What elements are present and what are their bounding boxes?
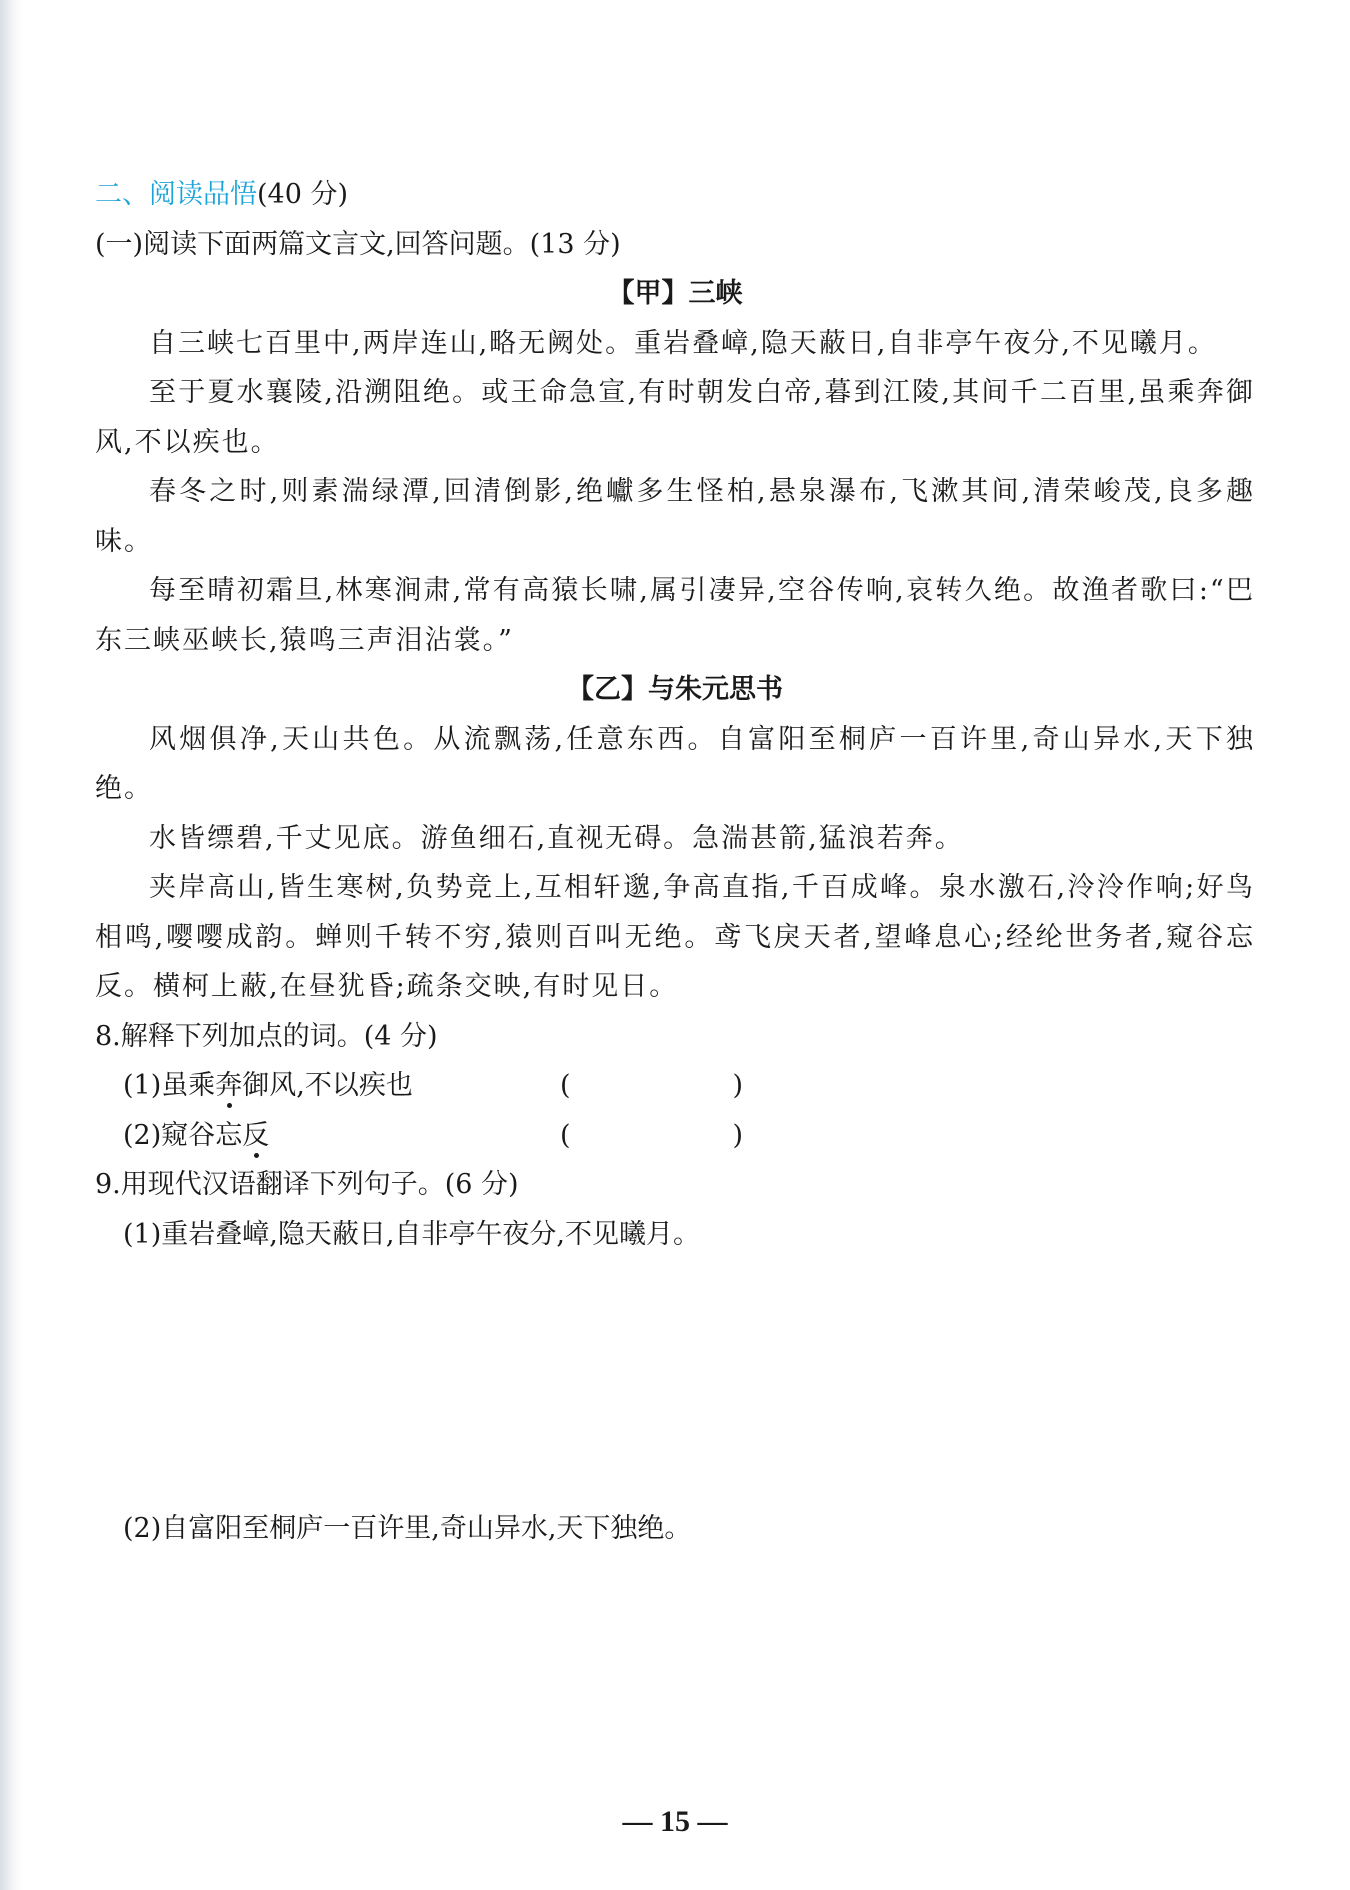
q8-item1-answer-blank[interactable]: ( )	[560, 1070, 744, 1101]
passage-b-paragraph-1: 风烟俱净,天山共色。从流飘荡,任意东西。自富阳至桐庐一百许里,奇山异水,天下独绝。	[95, 723, 1255, 804]
answer-space-9-1[interactable]	[95, 1259, 1255, 1504]
part-instruction: (一)阅读下面两篇文言文,回答问题。(13 分)	[95, 228, 621, 260]
page-number: — 15 —	[622, 1805, 728, 1838]
passage-b-paragraph-2: 水皆缥碧,千丈见底。游鱼细石,直视无碍。急湍甚箭,猛浪若奔。	[149, 822, 964, 854]
q8-item1-dotted-word: 奔	[215, 1070, 243, 1101]
passage-b-paragraph-3: 夹岸高山,皆生寒树,负势竞上,互相轩邈,争高直指,千百成峰。泉水激石,泠泠作响;好鸟相鸣,嘤嘤成韵。蝉则千转不穷,猿则百叫无绝。鸢飞戾天者,望峰息心;经纶世务者,窥谷忘反。横柯上蔽,在昼犹昏;疏条交映,有时见日。	[95, 872, 1255, 1002]
scan-edge	[0, 0, 22, 1890]
question-9-item-1: (1)重岩叠嶂,隐天蔽日,自非亭午夜分,不见曦月。	[123, 1218, 700, 1250]
question-9-item-2: (2)自富阳至桐庐一百许里,奇山异水,天下独绝。	[123, 1513, 692, 1544]
q8-item2-pre: (2)窥谷忘	[123, 1119, 243, 1151]
passage-a-paragraph-1: 自三峡七百里中,两岸连山,略无阙处。重岩叠嶂,隐天蔽日,自非亭午夜分,不见曦月。	[149, 327, 1217, 359]
section-heading	[95, 170, 1255, 220]
passage-a-title: 【甲】三峡	[607, 278, 743, 309]
q8-item1-pre: (1)虽乘	[123, 1070, 216, 1101]
section-score: (40 分)	[257, 179, 349, 210]
worksheet-page	[95, 170, 1255, 1554]
passage-a-paragraph-4: 每至晴初霜旦,林寒涧肃,常有高猿长啸,属引凄异,空谷传响,哀转久绝。故渔者歌曰:“巴东三峡巫峡长,猿鸣三声泪沾裳。”	[95, 575, 1255, 656]
question-9-stem: 9.用现代汉语翻译下列句子。(6 分)	[95, 1169, 519, 1200]
question-8-item-1	[95, 1061, 1255, 1111]
section-title: 二、阅读品悟	[95, 179, 257, 210]
question-8-stem: 8.解释下列加点的词。(4 分)	[95, 1020, 438, 1052]
passage-a-paragraph-3: 春冬之时,则素湍绿潭,回清倒影,绝巘多生怪柏,悬泉瀑布,飞漱其间,清荣峻茂,良多趣味。	[95, 476, 1255, 557]
q8-item2-answer-blank[interactable]: ( )	[560, 1119, 744, 1151]
question-8-item-2	[95, 1111, 1255, 1161]
passage-b-title: 【乙】与朱元思书	[567, 674, 783, 705]
q8-item2-dotted-word: 反	[242, 1119, 270, 1151]
passage-a-paragraph-2: 至于夏水襄陵,沿溯阻绝。或王命急宣,有时朝发白帝,暮到江陵,其间千二百里,虽乘奔御风,不以疾也。	[95, 377, 1255, 458]
q8-item1-post: 御风,不以疾也	[242, 1070, 413, 1101]
